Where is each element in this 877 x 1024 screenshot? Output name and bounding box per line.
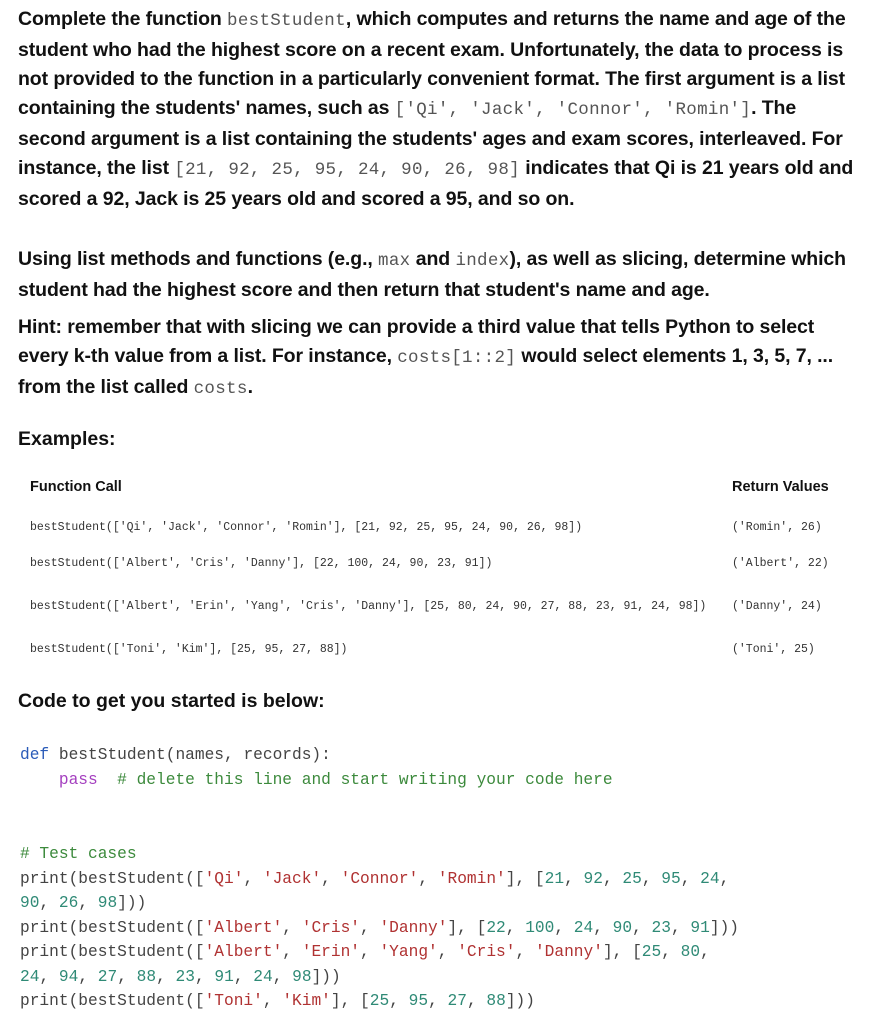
inline-code-names-example: ['Qi', 'Jack', 'Connor', 'Romin'] [394,100,752,120]
inline-code-max: max [378,251,411,271]
test-cases-code-block [20,842,739,1014]
inline-code-index: index [455,251,510,271]
column-header-return-values: Return Values [732,479,829,495]
function-call-cell: bestStudent(['Toni', 'Kim'], [25, 95, 27, 88]) [30,643,348,656]
inline-code-costs: costs [193,379,248,399]
code-line: print(bestStudent(['Albert', 'Cris', 'Danny'], [22, 100, 24, 90, 23, 91])) [20,918,740,937]
code-line: print(bestStudent(['Albert', 'Erin', 'Yang', 'Cris', 'Danny'], [25, 80, 24, 94, 27, 88, 23, 91, 24, 98])) [20,943,710,986]
function-call-cell: bestStudent(['Albert', 'Cris', 'Danny'], [22, 100, 24, 90, 23, 91]) [30,557,493,570]
instructions: Using list methods and functions (e.g., max and index), as well as slicing, determine which student had the highest score and then return that student's name and age. [18,248,846,301]
code-comment: # Test cases [20,845,137,863]
starter-code-block [20,743,613,792]
table-header-row [20,470,860,510]
table-row [20,582,860,632]
code-intro-heading: Code to get you started is below: [18,690,325,712]
code-comment: # delete this line and start writing your code here [117,770,613,789]
examples-table [20,470,860,668]
table-row [20,546,860,582]
examples-heading: Examples: [18,428,116,450]
code-line: print(bestStudent(['Qi', 'Jack', 'Connor', 'Romin'], [21, 92, 25, 95, 24, 90, 26, 98])) [20,869,730,912]
return-value-cell: ('Romin', 26) [732,521,822,534]
code-line: print(bestStudent(['Toni', 'Kim'], [25, 95, 27, 88])) [20,992,535,1010]
inline-code-slice: costs[1::2] [397,348,517,368]
function-call-cell: bestStudent(['Qi', 'Jack', 'Connor', 'Romin'], [21, 92, 25, 95, 24, 90, 26, 98]) [30,521,583,534]
function-signature: bestStudent(names, records): [49,746,331,764]
inline-code-list-example: [21, 92, 25, 95, 24, 90, 26, 98] [174,160,520,180]
pass-keyword: pass [58,770,98,789]
function-call-cell: bestStudent(['Albert', 'Erin', 'Yang', 'Cris', 'Danny'], [25, 80, 24, 90, 27, 88, 23, 91, 24, 98]) [30,600,707,613]
problem-description: Complete the function bestStudent, which computes and returns the name and age of the student who had the highest score on a recent exam. Unfortunately, the data to process is not provided to the function in a particularly convenient format. The first argument is a list containing the students' names, such as ['Qi', 'Jack', 'Connor', 'Romin']. The second argument is a list containing the students' ages and exam scores, interleaved. For instance, the list [21, 92, 25, 95, 24, 90, 26, 98] indicates that Qi is 21 years old and scored a 92, Jack is 25 years old and scored a 95, and so on. [18,8,854,210]
return-value-cell: ('Danny', 24) [732,600,822,613]
hint: Hint: remember that with slicing we can provide a third value that tells Python to select every k-th value from a list. For instance, costs[1::2] would select elements 1, 3, 5, 7, ... from the list called costs. [18,316,834,399]
def-keyword: def [20,746,50,764]
return-value-cell: ('Albert', 22) [732,557,829,570]
table-row [20,632,860,668]
inline-code-function-name: bestStudent [227,11,346,31]
table-row [20,510,860,546]
return-value-cell: ('Toni', 25) [732,643,815,656]
column-header-function-call: Function Call [30,479,122,495]
